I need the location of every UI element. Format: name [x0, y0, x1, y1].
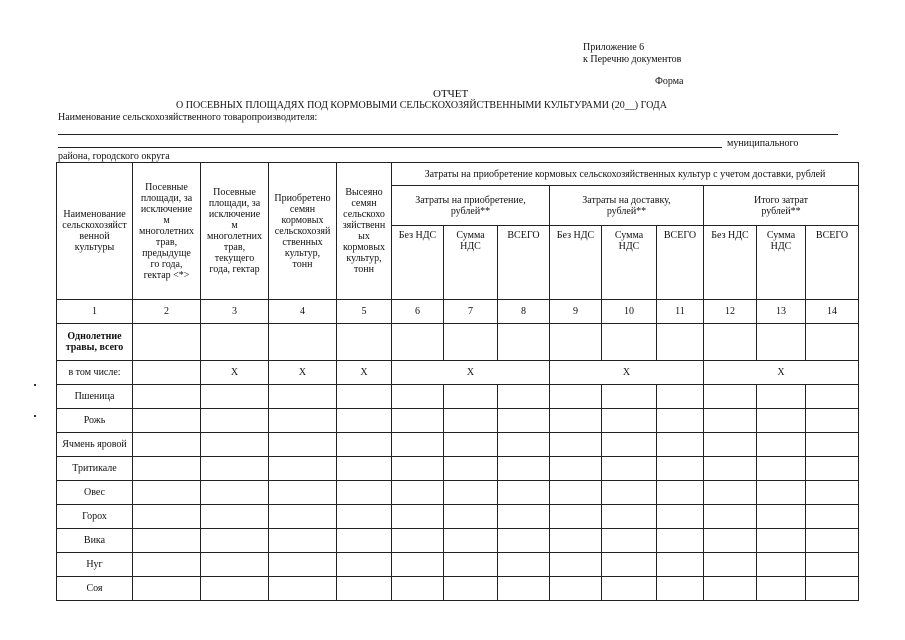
table-cell[interactable] [392, 529, 444, 553]
table-row [57, 529, 859, 553]
column-number: 13 [757, 300, 806, 324]
appendix-reference: к Перечню документов [583, 54, 682, 65]
table-cell[interactable] [550, 577, 602, 601]
table-cell[interactable] [269, 324, 337, 361]
column-number: 7 [444, 300, 498, 324]
header-group-purchase: Затраты на приобретение, рублей** [392, 186, 550, 226]
table-cell[interactable] [392, 481, 444, 505]
header-group-total: Итого затрат рублей** [704, 186, 859, 226]
table-cell[interactable] [337, 577, 392, 601]
table-cell[interactable] [498, 553, 550, 577]
report-title: О ПОСЕВНЫХ ПЛОЩАДЯХ ПОД КОРМОВЫМИ СЕЛЬСКОХОЗЯЙСТВЕННЫМИ КУЛЬТУРАМИ (20__) ГОДА [176, 100, 667, 111]
table-cell[interactable] [806, 505, 859, 529]
header-total: ВСЕГО [806, 226, 859, 300]
producer-name-line [58, 134, 838, 135]
table-cell[interactable] [444, 324, 498, 361]
table-cell[interactable] [201, 481, 269, 505]
table-cell[interactable] [704, 457, 757, 481]
table-row [57, 481, 859, 505]
header-seeds-purchased: Приобретено семян кормовых сельскохозяй ственных культур, тонн [269, 163, 337, 300]
table-cell[interactable] [602, 324, 657, 361]
table-cell[interactable] [444, 385, 498, 409]
table-cell[interactable] [133, 481, 201, 505]
table-cell[interactable] [392, 324, 444, 361]
table-row [57, 324, 859, 361]
table-cell[interactable] [806, 529, 859, 553]
table-cell[interactable] [444, 433, 498, 457]
table-cell[interactable] [757, 505, 806, 529]
table-cell[interactable] [602, 433, 657, 457]
table-cell[interactable] [444, 505, 498, 529]
table-cell[interactable] [550, 409, 602, 433]
table-cell[interactable] [704, 505, 757, 529]
table-cell[interactable] [269, 409, 337, 433]
header-total: ВСЕГО [657, 226, 704, 300]
table-cell[interactable] [444, 529, 498, 553]
table-cell[interactable] [806, 481, 859, 505]
table-cell[interactable] [392, 553, 444, 577]
column-number: 5 [337, 300, 392, 324]
district-label: района, городского округа [58, 151, 170, 162]
crop-name: Нуг [57, 553, 133, 577]
table-cell[interactable] [806, 457, 859, 481]
table-cell[interactable] [498, 385, 550, 409]
x-mark: X [201, 361, 269, 385]
column-number: 3 [201, 300, 269, 324]
table-cell[interactable] [498, 409, 550, 433]
table-cell[interactable] [337, 409, 392, 433]
table-cell[interactable] [498, 433, 550, 457]
column-number: 12 [704, 300, 757, 324]
table-cell[interactable] [657, 324, 704, 361]
table-row [57, 505, 859, 529]
table-cell[interactable] [201, 409, 269, 433]
table-cell[interactable] [806, 577, 859, 601]
table-cell[interactable] [757, 433, 806, 457]
column-number: 14 [806, 300, 859, 324]
table-cell[interactable] [269, 481, 337, 505]
table-cell[interactable] [201, 324, 269, 361]
column-number: 4 [269, 300, 337, 324]
table-cell[interactable] [757, 553, 806, 577]
table-cell[interactable] [392, 385, 444, 409]
header-vat-sum: Сумма НДС [757, 226, 806, 300]
table-cell[interactable] [133, 385, 201, 409]
table-cell[interactable] [337, 481, 392, 505]
table-cell[interactable] [550, 505, 602, 529]
table-cell[interactable] [806, 553, 859, 577]
table-cell[interactable] [550, 457, 602, 481]
table-cell[interactable] [550, 481, 602, 505]
table-cell[interactable] [757, 409, 806, 433]
table-cell[interactable] [201, 529, 269, 553]
form-label: Форма [655, 76, 684, 87]
column-number: 6 [392, 300, 444, 324]
header-vat-sum: Сумма НДС [444, 226, 498, 300]
table-row [57, 457, 859, 481]
table-cell[interactable] [657, 529, 704, 553]
header-no-vat: Без НДС [392, 226, 444, 300]
table-cell[interactable] [444, 481, 498, 505]
table-cell[interactable] [550, 529, 602, 553]
table-cell[interactable] [806, 385, 859, 409]
table-cell[interactable] [550, 433, 602, 457]
crop-name: Однолетние травы, всего [57, 324, 133, 361]
x-mark: X [550, 361, 704, 385]
table-cell[interactable] [806, 433, 859, 457]
table-cell[interactable] [602, 481, 657, 505]
table-cell[interactable] [337, 505, 392, 529]
table-row [57, 385, 859, 409]
header-current-year-area: Посевные площади, за исключение м многолетних трав, текущего года, гектар [201, 163, 269, 300]
table-cell[interactable] [269, 385, 337, 409]
header-vat-sum: Сумма НДС [602, 226, 657, 300]
scan-speck [34, 384, 36, 386]
municipal-label: муниципального [727, 138, 799, 149]
table-cell[interactable] [201, 385, 269, 409]
table-cell[interactable] [133, 577, 201, 601]
crop-name: Вика [57, 529, 133, 553]
table-cell[interactable] [657, 553, 704, 577]
table-cell[interactable] [269, 457, 337, 481]
table-cell[interactable] [133, 529, 201, 553]
table-cell[interactable] [704, 481, 757, 505]
header-no-vat: Без НДС [550, 226, 602, 300]
table-cell[interactable] [201, 553, 269, 577]
table-row [57, 409, 859, 433]
x-mark: X [269, 361, 337, 385]
header-prev-year-area: Посевные площади, за исключение м многолетних трав, предыдуще го года, гектар <*> [133, 163, 201, 300]
municipal-line [58, 147, 722, 148]
table-cell[interactable] [133, 433, 201, 457]
table-cell[interactable] [201, 577, 269, 601]
table-cell[interactable] [704, 577, 757, 601]
table-cell[interactable] [337, 324, 392, 361]
table-cell[interactable] [602, 409, 657, 433]
column-number: 11 [657, 300, 704, 324]
table-cell[interactable] [550, 385, 602, 409]
crop-name: Овес [57, 481, 133, 505]
table-cell[interactable] [757, 481, 806, 505]
table-cell[interactable] [337, 529, 392, 553]
header-group-delivery: Затраты на доставку, рублей** [550, 186, 704, 226]
sowing-report-table [56, 162, 859, 601]
table-cell[interactable] [806, 324, 859, 361]
table-cell[interactable] [133, 361, 201, 385]
table-cell[interactable] [498, 529, 550, 553]
table-cell[interactable] [392, 457, 444, 481]
table-cell[interactable] [133, 324, 201, 361]
crop-name: Рожь [57, 409, 133, 433]
table-cell[interactable] [133, 505, 201, 529]
table-cell[interactable] [133, 457, 201, 481]
table-row [57, 577, 859, 601]
x-mark: X [392, 361, 550, 385]
table-cell[interactable] [657, 481, 704, 505]
table-cell[interactable] [444, 457, 498, 481]
column-number: 10 [602, 300, 657, 324]
crop-name: Соя [57, 577, 133, 601]
table-cell[interactable] [269, 433, 337, 457]
column-number: 8 [498, 300, 550, 324]
table-cell[interactable] [337, 385, 392, 409]
table-row [57, 361, 859, 385]
scan-speck [34, 415, 36, 417]
table-cell[interactable] [444, 577, 498, 601]
header-crop-name: Наименование сельскохозяйст венной культуры [57, 163, 133, 300]
table-cell[interactable] [269, 553, 337, 577]
table-cell[interactable] [392, 433, 444, 457]
table-cell[interactable] [392, 409, 444, 433]
table-cell[interactable] [392, 577, 444, 601]
table-cell[interactable] [704, 553, 757, 577]
table-cell[interactable] [602, 505, 657, 529]
table-cell[interactable] [498, 577, 550, 601]
table-cell[interactable] [657, 433, 704, 457]
table-cell[interactable] [498, 481, 550, 505]
table-cell[interactable] [201, 433, 269, 457]
header-total: ВСЕГО [498, 226, 550, 300]
table-cell[interactable] [201, 457, 269, 481]
header-seeds-sown: Высеяно семян сельскохо зяйственн ых кормовых культур, тонн [337, 163, 392, 300]
header-costs: Затраты на приобретение кормовых сельскохозяйственных культур с учетом доставки, рублей [392, 163, 859, 186]
crop-name: Ячмень яровой [57, 433, 133, 457]
table-cell[interactable] [602, 457, 657, 481]
table-cell[interactable] [657, 385, 704, 409]
report-label: ОТЧЕТ [433, 88, 469, 100]
table-cell[interactable] [704, 409, 757, 433]
column-number-row [57, 300, 859, 324]
table-cell[interactable] [657, 409, 704, 433]
table-cell[interactable] [498, 457, 550, 481]
table-cell[interactable] [498, 324, 550, 361]
table-cell[interactable] [133, 409, 201, 433]
table-cell[interactable] [269, 505, 337, 529]
crop-name: в том числе: [57, 361, 133, 385]
table-cell[interactable] [201, 505, 269, 529]
table-cell[interactable] [704, 529, 757, 553]
crop-name: Тритикале [57, 457, 133, 481]
table-cell[interactable] [269, 529, 337, 553]
table-cell[interactable] [704, 385, 757, 409]
table-cell[interactable] [657, 577, 704, 601]
x-mark: X [337, 361, 392, 385]
table-cell[interactable] [704, 433, 757, 457]
header-no-vat: Без НДС [704, 226, 757, 300]
table-cell[interactable] [657, 457, 704, 481]
producer-label: Наименование сельскохозяйственного товаропроизводителя: [58, 112, 318, 123]
table-cell[interactable] [757, 577, 806, 601]
table-cell[interactable] [602, 553, 657, 577]
table-cell[interactable] [550, 324, 602, 361]
table-cell[interactable] [444, 553, 498, 577]
table-cell[interactable] [392, 505, 444, 529]
crop-name: Горох [57, 505, 133, 529]
crop-name: Пшеница [57, 385, 133, 409]
table-cell[interactable] [269, 577, 337, 601]
table-cell[interactable] [498, 505, 550, 529]
table-cell[interactable] [602, 577, 657, 601]
table-row [57, 433, 859, 457]
table-cell[interactable] [550, 553, 602, 577]
column-number: 2 [133, 300, 201, 324]
table-cell[interactable] [757, 324, 806, 361]
appendix-number: Приложение 6 [583, 42, 645, 53]
table-cell[interactable] [806, 409, 859, 433]
table-cell[interactable] [757, 385, 806, 409]
table-cell[interactable] [602, 385, 657, 409]
table-cell[interactable] [133, 553, 201, 577]
column-number: 9 [550, 300, 602, 324]
table-cell[interactable] [657, 505, 704, 529]
table-cell[interactable] [337, 457, 392, 481]
x-mark: X [704, 361, 859, 385]
table-cell[interactable] [444, 409, 498, 433]
table-cell[interactable] [337, 433, 392, 457]
table-cell[interactable] [337, 553, 392, 577]
table-cell[interactable] [704, 324, 757, 361]
table-cell[interactable] [757, 529, 806, 553]
column-number: 1 [57, 300, 133, 324]
table-cell[interactable] [757, 457, 806, 481]
table-cell[interactable] [602, 529, 657, 553]
table-row [57, 553, 859, 577]
